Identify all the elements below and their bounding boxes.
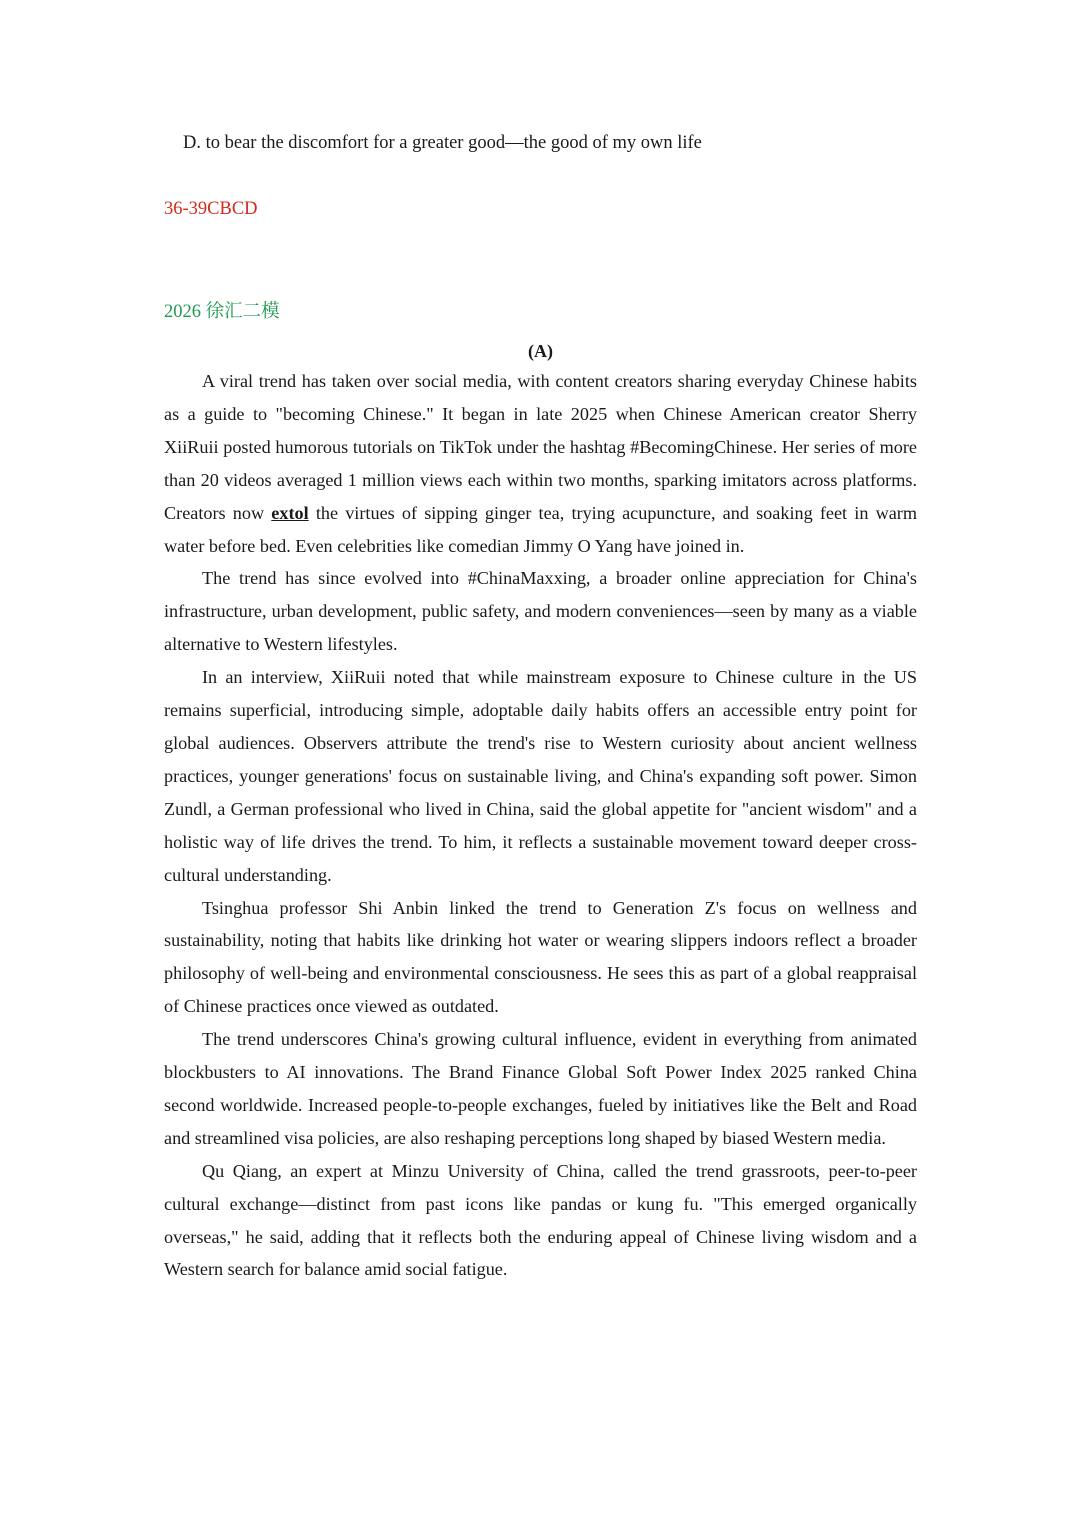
- paragraph-4: Tsinghua professor Shi Anbin linked the trend to Generation Z's focus on wellness and sustainability, noting that habits like drinking hot water or wearing slippers indoors reflect a broader philosophy of well-being and environmental consciousness. He sees this as part of a global reappraisal of Chinese practices once viewed as outdated.: [164, 897, 917, 1017]
- option-d: D. to bear the discomfort for a greater good—the good of my own life: [183, 133, 702, 153]
- paragraph-1-text-end: the virtues of sipping ginger tea, trying acupuncture, and soaking feet in warm water before bed. Even celebrities like comedian Jimmy O Yang have joined in.: [164, 502, 917, 556]
- keyword-extol: extol: [271, 502, 309, 523]
- exam-source-label: 2026 徐汇二模: [164, 302, 280, 322]
- reading-passage: [164, 365, 917, 1286]
- answer-key: 36-39CBCD: [164, 199, 258, 219]
- paragraph-6: Qu Qiang, an expert at Minzu University of China, called the trend grassroots, peer-to-peer cultural exchange—distinct from past icons like pandas or kung fu. "This emerged organically overseas," he said, adding that it reflects both the enduring appeal of Chinese living wisdom and a Western search for balance amid social fatigue.: [164, 1160, 917, 1280]
- paragraph-3: In an interview, XiiRuii noted that while mainstream exposure to Chinese culture in the US remains superficial, introducing simple, adoptable daily habits offers an accessible entry point for global audiences. Observers attribute the trend's rise to Western curiosity about ancient wellness practices, younger generations' focus on sustainable living, and China's expanding soft power. Simon Zundl, a German professional who lived in China, said the global appetite for "ancient wisdom" and a holistic way of life drives the trend. To him, it reflects a sustainable movement toward deeper cross-cultural understanding.: [164, 667, 917, 885]
- paragraph-5: The trend underscores China's growing cultural influence, evident in everything from animated blockbusters to AI innovations. The Brand Finance Global Soft Power Index 2025 ranked China second worldwide. Increased people-to-people exchanges, fueled by initiatives like the Belt and Road and streamlined visa policies, are also reshaping perceptions long shaped by biased Western media.: [164, 1029, 917, 1148]
- paragraph-2: The trend has since evolved into #ChinaMaxxing, a broader online appreciation for China's infrastructure, urban development, public safety, and modern conveniences—seen by many as a viable alternative to Western lifestyles.: [164, 568, 917, 655]
- passage-title: (A): [528, 341, 553, 361]
- paragraph-1: [164, 365, 917, 562]
- paragraph-1-text-start: A viral trend has taken over social media, with content creators sharing everyday Chinese habits as a guide to "becoming Chinese." It began in late 2025 when Chinese American creator Sherry XiiRuii posted humorous tutorials on TikTok under the hashtag #BecomingChinese. Her series of more than 20 videos averaged 1 million views each within two months, sparking imitators across platforms. Creators now: [164, 371, 917, 523]
